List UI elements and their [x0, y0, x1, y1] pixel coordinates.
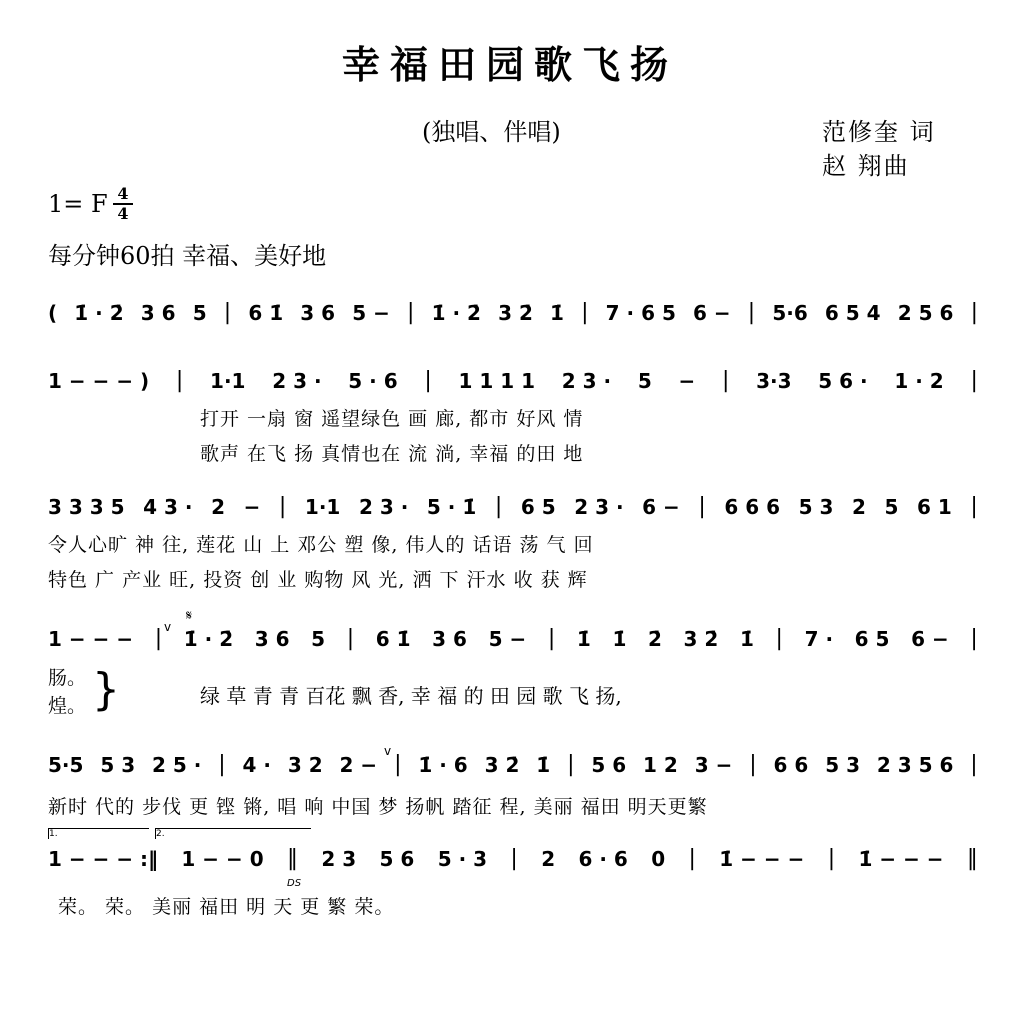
- note-group: 0: [651, 846, 666, 871]
- breath-mark: v: [164, 620, 172, 634]
- note-group: 2 3: [321, 846, 357, 871]
- barline: |: [510, 846, 518, 871]
- note-group: 1 − − − ): [48, 368, 150, 393]
- note-group: 2 3 ·: [574, 494, 624, 519]
- notation-line-4: [48, 626, 978, 666]
- barline: |: [688, 846, 696, 871]
- note-group: 1 − − −: [48, 626, 134, 651]
- note-group: 6 1̇: [375, 626, 411, 651]
- note-group: 6 5: [854, 626, 890, 651]
- note-group: 5·5: [48, 752, 84, 777]
- lyrics-line-3: [48, 530, 978, 592]
- note-group: 3·3: [756, 368, 792, 393]
- note-group: 2 3 ·: [561, 368, 612, 393]
- dal-segno-mark: DS: [287, 878, 302, 889]
- note-group: 3 2̇: [683, 626, 719, 651]
- note-group: 6 1: [916, 494, 952, 519]
- note-group: 5 6: [379, 846, 415, 871]
- note-group: 4 3 ·: [143, 494, 193, 519]
- tempo-marking: 每分钟60拍 幸福、美好地: [48, 242, 327, 270]
- note-group: 1 2: [643, 752, 678, 777]
- segno-sign: 𝄋: [186, 608, 193, 624]
- composer-credit: 赵 翔曲: [822, 152, 910, 180]
- barline: |: [827, 846, 836, 871]
- barline: |: [218, 752, 226, 777]
- lyricist-credit: 范修奎 词: [822, 118, 936, 146]
- barline: |: [721, 368, 730, 393]
- notation-line-2: [48, 368, 978, 408]
- note-group: 5 6 ·: [818, 368, 868, 393]
- note-group: 5 6: [591, 752, 627, 777]
- barline: |: [424, 368, 432, 393]
- note-group: 5: [192, 300, 207, 325]
- note-group: 5: [637, 368, 652, 393]
- lyrics-line-4-ending: [48, 664, 86, 720]
- song-title: 幸福田园歌飞扬: [341, 42, 678, 87]
- note-group: −: [678, 368, 696, 393]
- note-group: 5 3: [825, 752, 860, 777]
- barline: |: [970, 300, 978, 325]
- note-group: 1·1: [304, 494, 341, 519]
- note-group: 1 − − − :‖: [48, 846, 159, 871]
- note-group: 5 · 3: [437, 846, 488, 871]
- note-group: 6 5: [520, 494, 556, 519]
- note-group: 5 · 1̇: [426, 494, 477, 519]
- note-group: 1̇ − − −: [858, 846, 944, 871]
- note-group: 5 3: [798, 494, 834, 519]
- note-group: 3 3 3 5: [48, 494, 125, 519]
- note-group: 3 −: [694, 752, 733, 777]
- barline: |: [775, 626, 783, 651]
- barline: |: [970, 494, 978, 519]
- key-signature: 1= F: [48, 190, 108, 218]
- lyric-verse-2: 歌声 在飞 扬 真情也在 流 淌, 幸福 的田 地: [200, 443, 584, 465]
- note-group: 3 2̇: [498, 300, 533, 325]
- note-group: 1̇: [739, 626, 754, 651]
- notation-line-1: [48, 300, 978, 340]
- barline: ‖: [966, 846, 978, 871]
- barline: |: [698, 494, 706, 519]
- barline: |: [407, 300, 415, 325]
- note-group: 1 − − 0: [181, 846, 264, 871]
- breath-mark: v: [384, 744, 392, 758]
- notation-line-5: [48, 752, 978, 792]
- barline: |: [970, 368, 978, 393]
- note-group: 4 ·: [242, 752, 271, 777]
- notation-line-3: [48, 494, 978, 534]
- refrain-lyrics: 绿 草 青 青 百花 飘 香, 幸 福 的 田 园 歌 飞 扬,: [200, 684, 622, 708]
- note-group: 6 6: [773, 752, 809, 777]
- barline: |: [346, 626, 355, 651]
- note-group: 1̇ · 2̇: [183, 626, 234, 651]
- performance-type: (独唱、伴唱): [422, 118, 561, 146]
- note-group: 1 1 1 1: [458, 368, 536, 393]
- note-group: 1 · 2: [894, 368, 944, 393]
- lyric-verse-1: 令人心旷 神 往, 莲花 山 上 邓公 塑 像, 伟人的 话语 荡 气 回: [48, 534, 594, 556]
- lyric-verse-1: 打开 一扇 窗 遥望绿色 画 廊, 都市 好风 情: [200, 408, 584, 430]
- barline: ‖: [287, 846, 299, 871]
- lyric-verse-2: 特色 广 产业 旺, 投资 创 业 购物 风 光, 洒 下 汗水 收 获 辉: [48, 569, 588, 591]
- note-group: 5: [311, 626, 326, 651]
- note-group: 2 3 5 6: [876, 752, 954, 777]
- lyrics-line-6: [58, 892, 988, 919]
- note-group: 5: [884, 494, 899, 519]
- note-group: 5 · 6: [348, 368, 398, 393]
- barline: |: [749, 752, 757, 777]
- note-group: 2 3 ·: [272, 368, 322, 393]
- barline: |: [567, 752, 575, 777]
- barline: |: [747, 300, 756, 325]
- note-group: 1̇ · 6: [418, 752, 468, 777]
- lyric-verse-1: 新时 代的 步伐 更 铿 锵, 唱 响 中国 梦 扬帆 踏征 程, 美丽 福田 明天更繁: [48, 796, 708, 818]
- note-group: 1̇: [536, 752, 551, 777]
- lyric-ending-2: 煌。: [48, 695, 87, 717]
- lyric-verse-1: 荣。 荣。 美丽 福田 明 天 更 繁 荣。: [58, 896, 395, 918]
- note-group: 2̇: [648, 626, 662, 651]
- lyric-ending-1: 肠。: [48, 667, 87, 689]
- barline: |: [970, 626, 978, 651]
- note-group: 6 5 4: [824, 300, 881, 325]
- note-group: 1̇: [550, 300, 564, 325]
- note-group: 1·1: [210, 368, 246, 393]
- note-group: 2: [541, 846, 556, 871]
- barline: |: [175, 368, 184, 393]
- barline: |: [154, 626, 163, 651]
- barline: |: [547, 626, 556, 651]
- time-signature-top: 4: [117, 184, 129, 203]
- time-signature: [113, 185, 133, 223]
- first-ending-bracket: 1.: [48, 828, 149, 839]
- note-group: 6 −: [693, 300, 731, 325]
- note-group: 6 −: [911, 626, 949, 651]
- lyrics-line-2: [200, 404, 960, 466]
- note-group: 3 6: [140, 300, 176, 325]
- note-group: 1̇ · 2̇: [74, 300, 124, 325]
- note-group: 5·6: [772, 300, 808, 325]
- note-group: 7 · 6 5: [605, 300, 676, 325]
- note-group: 5 3: [100, 752, 136, 777]
- barline: |: [223, 300, 232, 325]
- note-group: 1̇: [576, 626, 591, 651]
- note-group: 1̇ · 2̇: [431, 300, 481, 325]
- note-group: 2: [211, 494, 225, 519]
- barline: |: [494, 494, 503, 519]
- note-group: 2 −: [339, 752, 378, 777]
- note-group: 1̇ − − −: [719, 846, 805, 871]
- note-group: 3 2̇: [484, 752, 520, 777]
- lyrics-line-5: [48, 792, 978, 819]
- note-group: 3 6: [254, 626, 290, 651]
- second-ending-bracket: 2.: [155, 828, 311, 839]
- note-group: 2: [851, 494, 866, 519]
- note-group: 6 −: [642, 494, 680, 519]
- notation-line-6: [48, 846, 978, 886]
- note-group: 3 2: [287, 752, 323, 777]
- note-group: 6 1̇: [248, 300, 284, 325]
- note-group: 2 5 6: [897, 300, 954, 325]
- barline: |: [278, 494, 287, 519]
- time-signature-bottom: 4: [113, 203, 133, 223]
- note-group: 2 3 ·: [358, 494, 409, 519]
- note-group: 7 ·: [804, 626, 834, 651]
- note-group: 2 5 ·: [151, 752, 202, 777]
- barline: |: [970, 752, 978, 777]
- note-group: 6 · 6: [578, 846, 628, 871]
- barline: |: [581, 300, 589, 325]
- note-group: 5 −: [488, 626, 527, 651]
- note-group: 6 6 6: [724, 494, 781, 519]
- barline: |: [394, 752, 402, 777]
- note-group: 3 6: [300, 300, 336, 325]
- note-group: −: [243, 494, 261, 519]
- verse-brace: }: [92, 664, 120, 715]
- note-group: 1̇: [612, 626, 627, 651]
- note-group: (: [48, 300, 58, 325]
- note-group: 3 6: [432, 626, 467, 651]
- note-group: 5 −: [352, 300, 390, 325]
